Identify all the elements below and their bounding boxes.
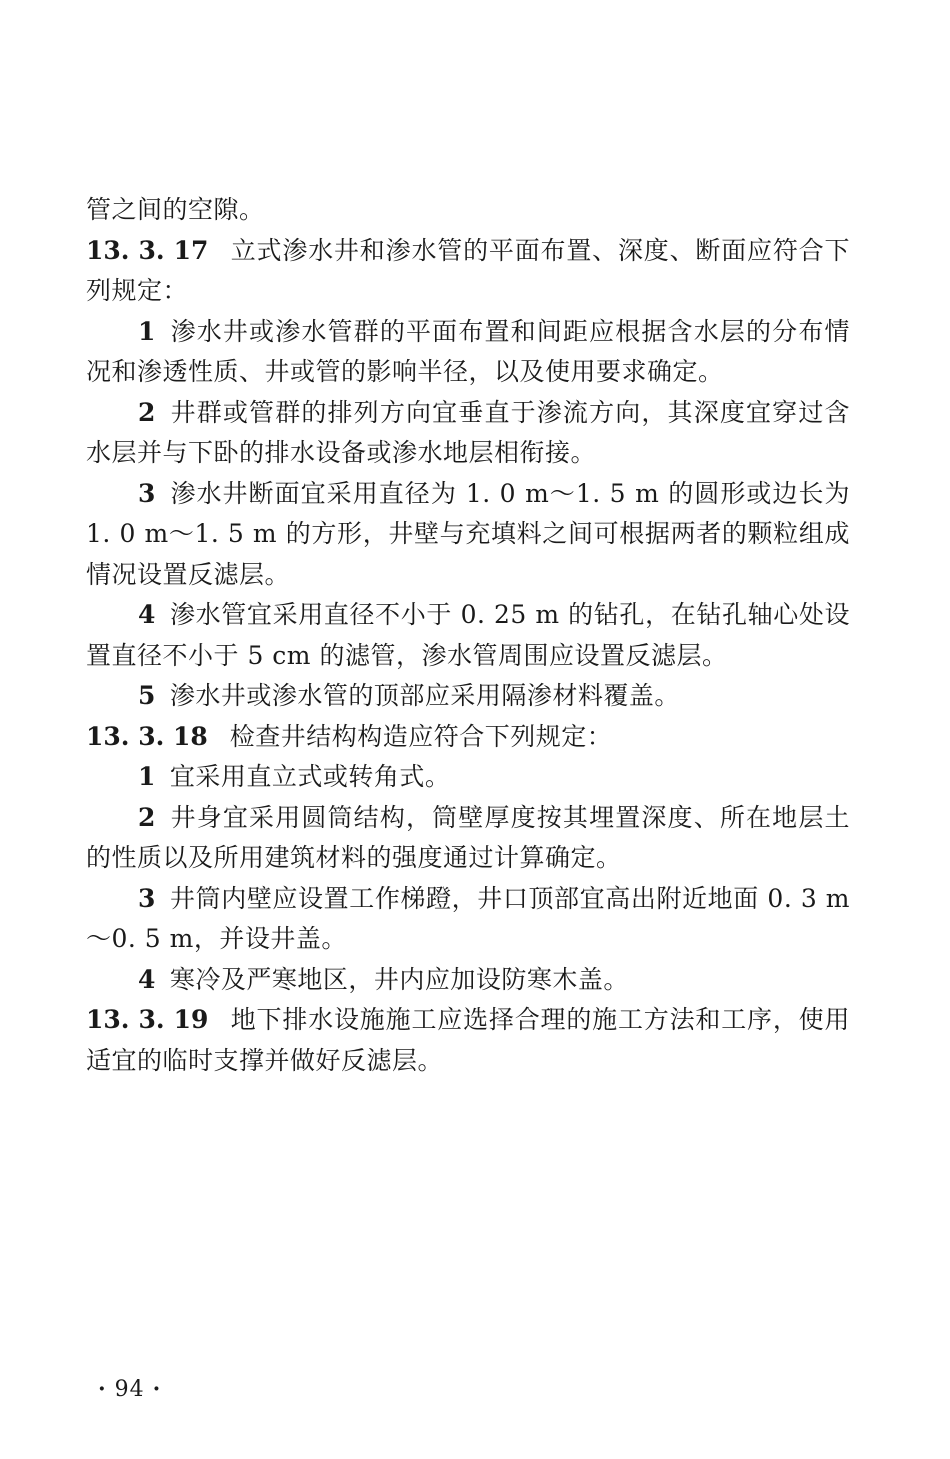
item-number: 4 xyxy=(138,964,156,994)
continuation-text: 管之间的空隙。 xyxy=(86,195,265,224)
clause-text: 立式渗水井和渗水管的平面布置、深度、断面应符合下列规定： xyxy=(86,235,850,305)
list-item xyxy=(86,798,850,879)
item-text: 寒冷及严寒地区，井内应加设防寒木盖。 xyxy=(169,964,629,994)
document-body xyxy=(86,190,850,1081)
clause-13-3-19 xyxy=(86,1000,850,1081)
item-number: 4 xyxy=(138,600,156,629)
item-number: 1 xyxy=(138,762,156,791)
item-text: 渗水井或渗水管群的平面布置和间距应根据含水层的分布情况和渗透性质、井或管的影响半径，以及使用要求确定。 xyxy=(86,316,850,386)
page-number-value: 94 xyxy=(114,1377,145,1402)
list-item xyxy=(86,393,850,474)
list-item xyxy=(86,757,850,798)
list-item xyxy=(86,676,850,717)
list-item xyxy=(86,474,850,596)
clause-number: 13. 3. 19 xyxy=(86,1005,209,1034)
list-item xyxy=(86,595,850,676)
item-text: 井筒内壁应设置工作梯蹬，井口顶部宜高出附近地面 0. 3 m～0. 5 m，并设井盖。 xyxy=(86,883,850,953)
item-text: 宜采用直立式或转角式。 xyxy=(169,762,451,791)
item-number: 1 xyxy=(138,316,156,346)
clause-number: 13. 3. 17 xyxy=(86,235,209,265)
item-text: 井身宜采用圆筒结构，筒壁厚度按其埋置深度、所在地层土的性质以及所用建筑材料的强度通过计算确定。 xyxy=(86,802,850,872)
item-number: 3 xyxy=(138,478,156,508)
item-number: 5 xyxy=(138,681,156,710)
clause-number: 13. 3. 18 xyxy=(86,721,208,751)
item-text: 井群或管群的排列方向宜垂直于渗流方向，其深度宜穿过含水层并与下卧的排水设备或渗水地层相衔接。 xyxy=(86,397,850,467)
clause-text: 地下排水设施施工应选择合理的施工方法和工序，使用适宜的临时支撑并做好反滤层。 xyxy=(86,1005,850,1075)
page-number-dot-left: · xyxy=(98,1376,107,1402)
item-text: 渗水井或渗水管的顶部应采用隔渗材料覆盖。 xyxy=(169,681,680,710)
item-number: 3 xyxy=(138,883,156,913)
list-item xyxy=(86,879,850,960)
clause-text: 检查井结构构造应符合下列规定： xyxy=(229,721,613,751)
item-number: 2 xyxy=(138,397,156,427)
list-item xyxy=(86,960,850,1001)
item-number: 2 xyxy=(138,802,156,832)
item-text: 渗水管宜采用直径不小于 0. 25 m 的钻孔，在钻孔轴心处设置直径不小于 5 cm 的滤管，渗水管周围应设置反滤层。 xyxy=(86,600,850,670)
page-number xyxy=(90,1376,169,1402)
item-text: 渗水井断面宜采用直径为 1. 0 m～1. 5 m 的圆形或边长为 1. 0 m～1. 5 m 的方形，井壁与充填料之间可根据两者的颗粒组成情况设置反滤层。 xyxy=(86,478,850,589)
page-number-dot-right: · xyxy=(152,1376,162,1402)
clause-13-3-17 xyxy=(86,231,850,312)
clause-13-3-18 xyxy=(86,717,850,758)
list-item xyxy=(86,312,850,393)
